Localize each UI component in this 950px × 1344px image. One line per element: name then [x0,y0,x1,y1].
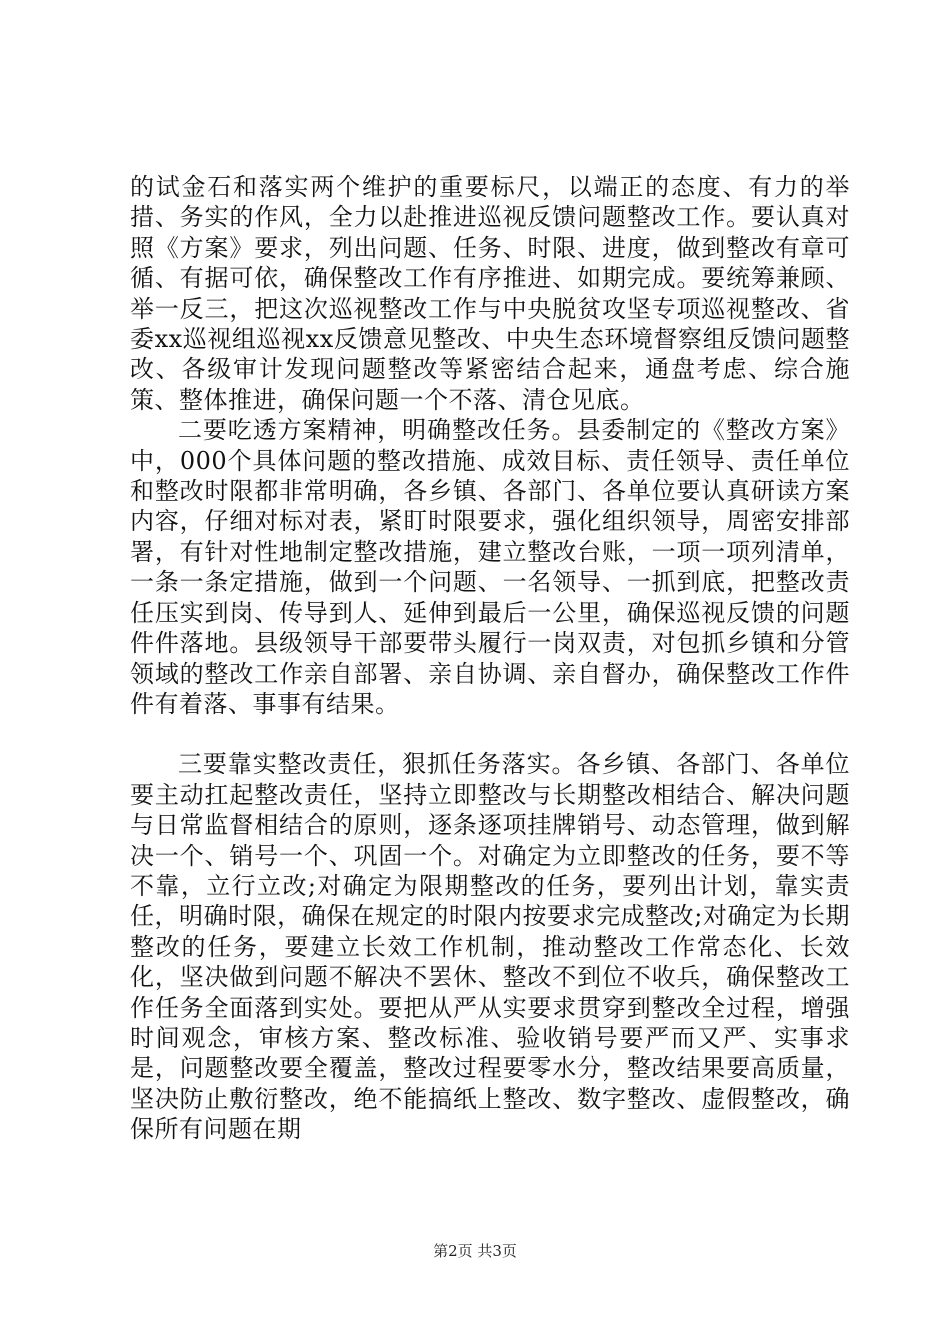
paragraph-3: 三要靠实整改责任，狠抓任务落实。各乡镇、各部门、各单位要主动扛起整改责任，坚持立即整改与长期整改相结合、解决问题与日常监督相结合的原则，逐条逐项挂牌销号、动态管理，做到解决一个、销号一个、巩固一个。对确定为立即整改的任务，要不等不靠，立行立改;对确定为限期整改的任务，要列出计划，靠实责任，明确时限，确保在规定的时限内按要求完成整改;对确定为长期整改的任务，要建立长效工作机制，推动整改工作常态化、长效化，坚决做到问题不解决不罢休、整改不到位不收兵，确保整改工作任务全面落到实处。要把从严从实要求贯穿到整改全过程，增强时间观念，审核方案、整改标准、验收销号要严而又严、实事求是，问题整改要全覆盖，整改过程要零水分，整改结果要高质量，坚决防止敷衍整改，绝不能搞纸上整改、数字整改、虚假整改，确保所有问题在期 [130,750,850,1144]
page-footer: 第2页 共3页 [433,1242,517,1260]
document-body [130,172,850,1145]
paragraph-1: 的试金石和落实两个维护的重要标尺，以端正的态度、有力的举措、务实的作风，全力以赴推进巡视反馈问题整改工作。要认真对照《方案》要求，列出问题、任务、时限、进度，做到整改有章可循、有据可依，确保整改工作有序推进、如期完成。要统筹兼顾、举一反三，把这次巡视整改工作与中央脱贫攻坚专项巡视整改、省委xx巡视组巡视xx反馈意见整改、中央生态环境督察组反馈问题整改、各级审计发现问题整改等紧密结合起来，通盘考虑、综合施策、整体推进，确保问题一个不落、清仓见底。 [130,173,850,414]
paragraph-2: 二要吃透方案精神，明确整改任务。县委制定的《整改方案》中，000个具体问题的整改措施、成效目标、责任领导、责任单位和整改时限都非常明确，各乡镇、各部门、各单位要认真研读方案内容，仔细对标对表，紧盯时限要求，强化组织领导，周密安排部署，有针对性地制定整改措施，建立整改台账，一项一项列清单，一条一条定措施，做到一个问题、一名领导、一抓到底，把整改责任压实到岗、传导到人、延伸到最后一公里，确保巡视反馈的问题件件落地。县级领导干部要带头履行一岗双责，对包抓乡镇和分管领域的整改工作亲自部署、亲自协调、亲自督办，确保整改工作件件有着落、事事有结果。 [130,416,850,718]
